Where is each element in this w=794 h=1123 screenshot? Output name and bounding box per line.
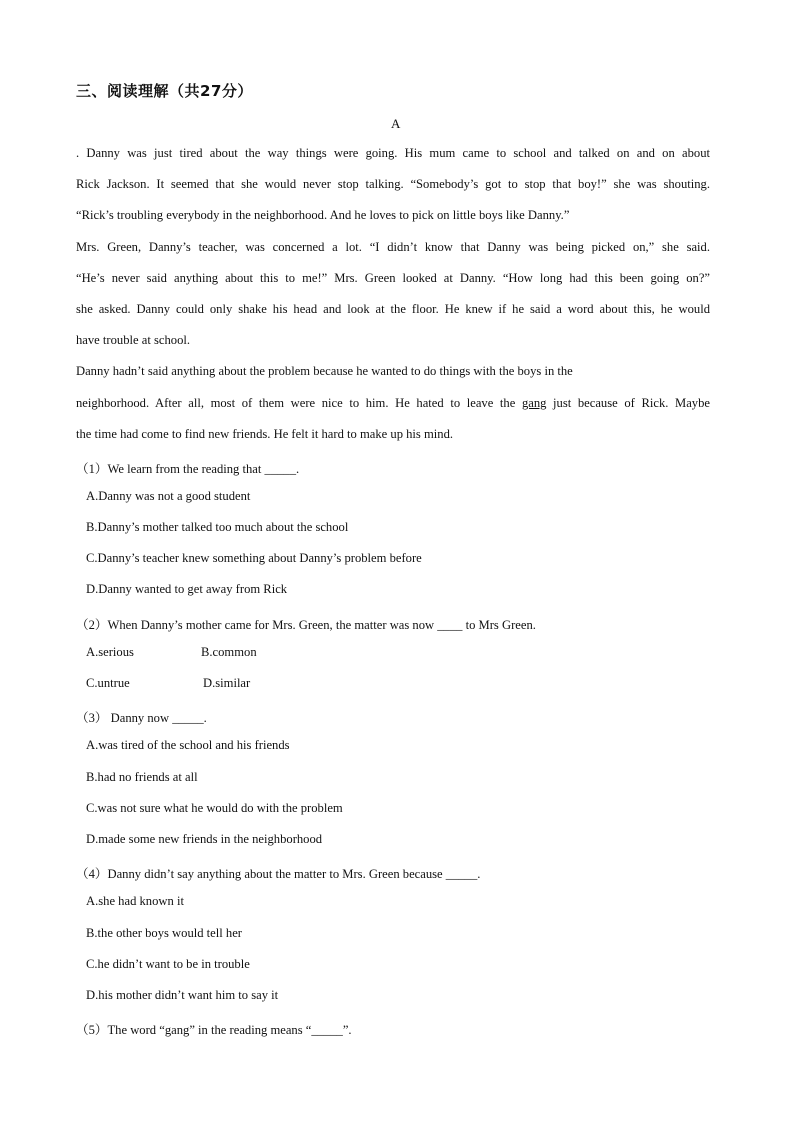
- question-4-option-d: D.his mother didn’t want him to say it: [86, 988, 279, 1002]
- passage-line: Rick Jackson. It seemed that she would never stop talking. “Somebody’s got to stop that boy!” she was shouting.: [76, 177, 710, 191]
- question-4-option-b: B.the other boys would tell her: [86, 926, 242, 940]
- question-4-option-c: C.he didn’t want to be in trouble: [86, 957, 250, 971]
- question-5-stem: （5）The word “gang” in the reading means “_____”.: [76, 1023, 352, 1037]
- question-3-option-c: C.was not sure what he would do with the problem: [86, 801, 343, 815]
- question-4-option-a: A.she had known it: [86, 894, 184, 908]
- question-2-stem: （2）When Danny’s mother came for Mrs. Green, the matter was now ____ to Mrs Green.: [76, 618, 536, 632]
- passage-line: Danny hadn’t said anything about the problem because he wanted to do things with the boys in the: [76, 364, 573, 378]
- passage-text: neighborhood. After all, most of them were nice to him. He hated to leave the: [76, 396, 522, 410]
- passage-line: “He’s never said anything about this to me!” Mrs. Green looked at Danny. “How long had this been going on?”: [76, 271, 710, 285]
- passage-line: “Rick’s troubling everybody in the neighborhood. And he loves to pick on little boys like Danny.”: [76, 208, 570, 222]
- section-title: 三、阅读理解（共27分）: [76, 82, 253, 100]
- passage-line: [76, 396, 710, 411]
- question-1-option-a: A.Danny was not a good student: [86, 489, 251, 503]
- question-1-stem: （1）We learn from the reading that _____.: [76, 462, 300, 476]
- question-4-stem: （4）Danny didn’t say anything about the matter to Mrs. Green because _____.: [76, 867, 481, 881]
- question-3-option-a: A.was tired of the school and his friends: [86, 738, 290, 752]
- question-1-option-c: C.Danny’s teacher knew something about Danny’s problem before: [86, 551, 422, 565]
- underlined-word-gang: gang: [521, 396, 547, 410]
- passage-line: the time had come to find new friends. He felt it hard to make up his mind.: [76, 427, 454, 441]
- passage-line: have trouble at school.: [76, 333, 191, 347]
- question-3-stem: （3） Danny now _____.: [76, 711, 207, 725]
- passage-text: just because of Rick. Maybe: [546, 396, 710, 410]
- passage-line: Mrs. Green, Danny’s teacher, was concerned a lot. “I didn’t know that Danny was being picked on,” she said.: [76, 240, 710, 254]
- question-1-option-b: B.Danny’s mother talked too much about the school: [86, 520, 349, 534]
- question-3-option-d: D.made some new friends in the neighborhood: [86, 832, 323, 846]
- passage-line: she asked. Danny could only shake his head and look at the floor. He knew if he said a word about this, he would: [76, 302, 710, 316]
- question-2-option-b: B.common: [201, 645, 257, 659]
- question-3-option-b: B.had no friends at all: [86, 770, 198, 784]
- passage-line: . Danny was just tired about the way things were going. His mum came to school and talked on and on about: [76, 146, 710, 160]
- passage-label: A: [391, 116, 401, 131]
- question-2-option-d: D.similar: [203, 676, 251, 690]
- question-2-option-c: C.untrue: [86, 676, 130, 690]
- question-2-option-a: A.serious: [86, 645, 134, 659]
- question-1-option-d: D.Danny wanted to get away from Rick: [86, 582, 288, 596]
